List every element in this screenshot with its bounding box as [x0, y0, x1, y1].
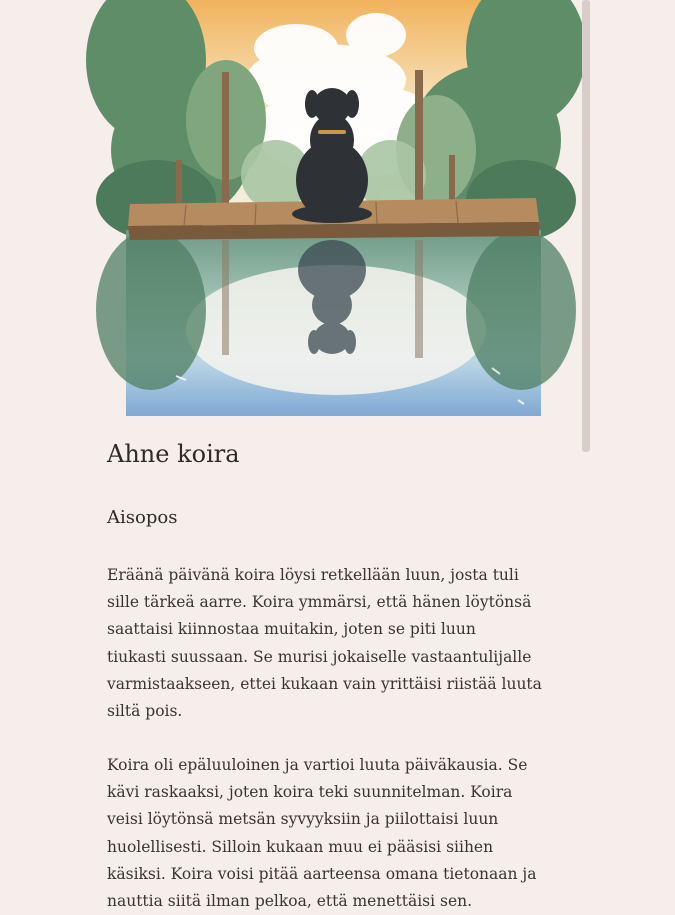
paragraph-line: siltä pois.	[107, 702, 183, 721]
paragraph-line: kävi raskaaksi, joten koira teki suunnitelman. Koira	[107, 783, 513, 802]
story-paragraph	[107, 752, 577, 915]
scrollbar-thumb[interactable]	[582, 0, 590, 452]
paragraph-line: varmistaakseen, ettei kukaan vain yrittäisi riistää luuta	[107, 674, 542, 693]
story-illustration	[126, 0, 541, 416]
paragraph-line: nauttia siitä ilman pelkoa, että menettäisi sen.	[107, 892, 473, 911]
paragraph-line: käsiksi. Koira voisi pitää aarteensa omana tietonaan ja	[107, 864, 537, 883]
paragraph-line: Koira oli epäluuloinen ja vartioi luuta päiväkausia. Se	[107, 756, 528, 774]
story-title: Ahne koira	[107, 440, 240, 468]
story-author: Aisopos	[107, 507, 178, 528]
story-paragraph	[107, 562, 577, 725]
dog-on-dock-image	[126, 0, 541, 416]
paragraph-line: saattaisi kiinnostaa muitakin, joten se piti luun	[107, 620, 476, 639]
paragraph-line: sille tärkeä aarre. Koira ymmärsi, että hänen löytönsä	[107, 593, 532, 612]
paragraph-line: Eräänä päivänä koira löysi retkellään luun, josta tuli	[107, 566, 519, 584]
paragraph-line: huolellisesti. Silloin kukaan muu ei pääsisi siihen	[107, 837, 494, 856]
paragraph-line: tiukasti suussaan. Se murisi jokaiselle vastaantulijalle	[107, 647, 532, 666]
paragraph-line: veisi löytönsä metsän syvyyksiin ja piilottaisi luun	[107, 810, 499, 829]
